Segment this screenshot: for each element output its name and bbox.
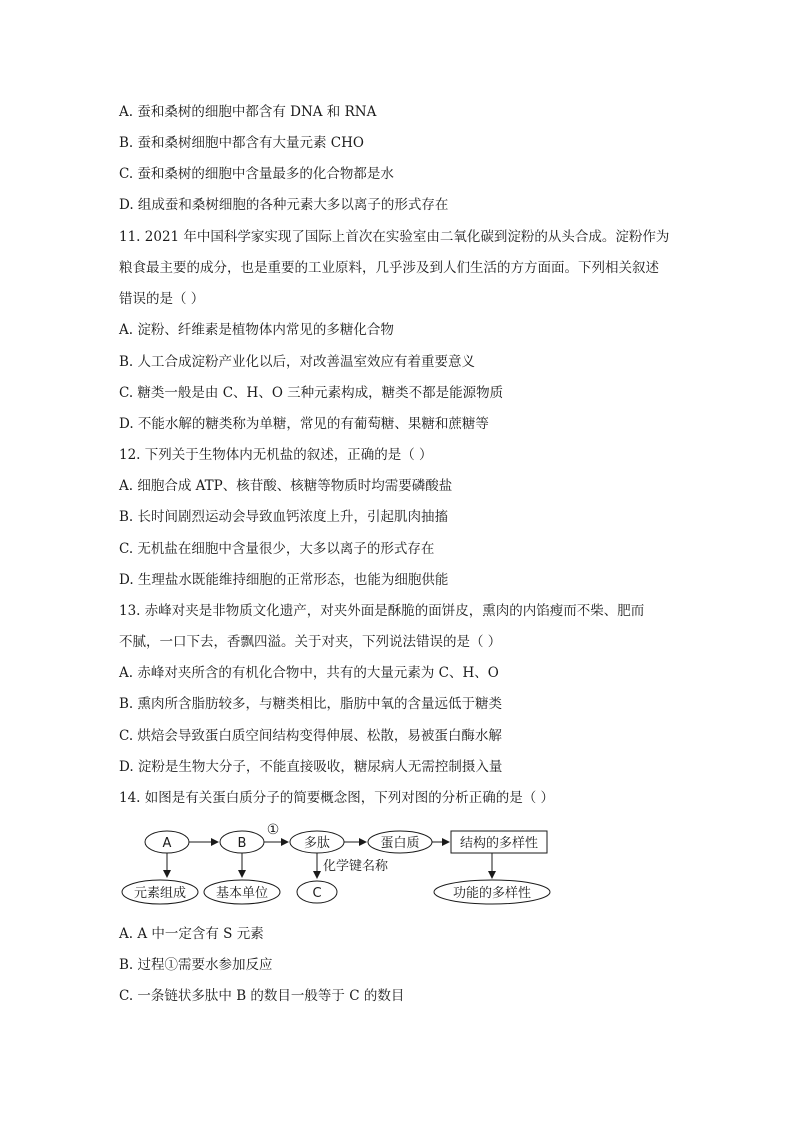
q13-stem-line-2: 不腻，一口下去，香飘四溢。关于对夹，下列说法错误的是（ ） (119, 634, 502, 650)
basic-unit-label: 基本单位 (215, 886, 269, 901)
q11-stem-line-2: 粮食最主要的成分，也是重要的工业原料，几乎涉及到人们生活的方方面面。下列相关叙述 (119, 260, 659, 276)
protein-concept-diagram (115, 820, 555, 910)
q14-stem: 14. 如图是有关蛋白质分子的简要概念图，下列对图的分析正确的是（ ） (119, 790, 555, 806)
q14-option-a: A. A 中一定含有 S 元素 (119, 926, 264, 942)
q12-option-c: C. 无机盐在细胞中含量很少，大多以离子的形式存在 (119, 541, 435, 557)
q11-stem-line-1: 11. 2021 年中国科学家实现了国际上首次在实验室由二氧化碳到淀粉的从头合成。淀粉作为 (119, 229, 670, 245)
q13-stem-line-1: 13. 赤峰对夹是非物质文化遗产，对夹外面是酥脆的面饼皮，熏肉的内馅瘦而不柴、肥而 (119, 603, 645, 619)
q14-option-b: B. 过程①需要水参加反应 (119, 957, 273, 973)
protein-label: 蛋白质 (380, 836, 420, 851)
q13-option-d: D. 淀粉是生物大分子，不能直接吸收，糖尿病人无需控制摄入量 (119, 759, 503, 775)
q12-stem: 12. 下列关于生物体内无机盐的叙述，正确的是（ ） (119, 447, 433, 463)
q12-option-b: B. 长时间剧烈运动会导致血钙浓度上升，引起肌肉抽搐 (119, 509, 449, 525)
node-c-label: C (312, 886, 322, 901)
peptide-label: 多肽 (303, 836, 331, 851)
q11-option-b: B. 人工合成淀粉产业化以后，对改善温室效应有着重要意义 (119, 354, 476, 370)
q13-option-b: B. 熏肉所含脂肪较多，与糖类相比，脂肪中氧的含量远低于糖类 (119, 696, 503, 712)
q11-stem-line-3: 错误的是（ ） (119, 291, 205, 307)
function-label: 功能的多样性 (452, 886, 532, 901)
node-b-label: B (237, 836, 247, 851)
q13-option-c: C. 烘焙会导致蛋白质空间结构变得伸展、松散，易被蛋白酶水解 (119, 728, 502, 744)
q13-option-a: A. 赤峰对夹所含的有机化合物中，共有的大量元素为 C、H、O (119, 665, 499, 681)
q10-option-c: C. 蚕和桑树的细胞中含量最多的化合物都是水 (119, 166, 394, 182)
elements-label: 元素组成 (133, 886, 187, 901)
node-a-label: A (162, 836, 172, 851)
q14-option-c: C. 一条链状多肽中 B 的数目一般等于 C 的数目 (119, 988, 405, 1004)
step-1-label: ① (266, 822, 280, 838)
q11-option-c: C. 糖类一般是由 C、H、O 三种元素构成，糖类不都是能源物质 (119, 385, 504, 401)
q11-option-a: A. 淀粉、纤维素是植物体内常见的多糖化合物 (119, 322, 394, 338)
bond-name-label: 化学键名称 (323, 859, 389, 874)
q11-option-d: D. 不能水解的糖类称为单糖，常见的有葡萄糖、果糖和蔗糖等 (119, 416, 489, 432)
q10-option-a: A. 蚕和桑树的细胞中都含有 DNA 和 RNA (119, 104, 377, 120)
q10-option-d: D. 组成蚕和桑树细胞的各种元素大多以离子的形式存在 (119, 197, 449, 213)
q12-option-d: D. 生理盐水既能维持细胞的正常形态，也能为细胞供能 (119, 572, 449, 588)
structure-label: 结构的多样性 (459, 836, 539, 851)
q12-option-a: A. 细胞合成 ATP、核苷酸、核糖等物质时均需要磷酸盐 (119, 478, 453, 494)
q10-option-b: B. 蚕和桑树细胞中都含有大量元素 CHO (119, 135, 364, 151)
